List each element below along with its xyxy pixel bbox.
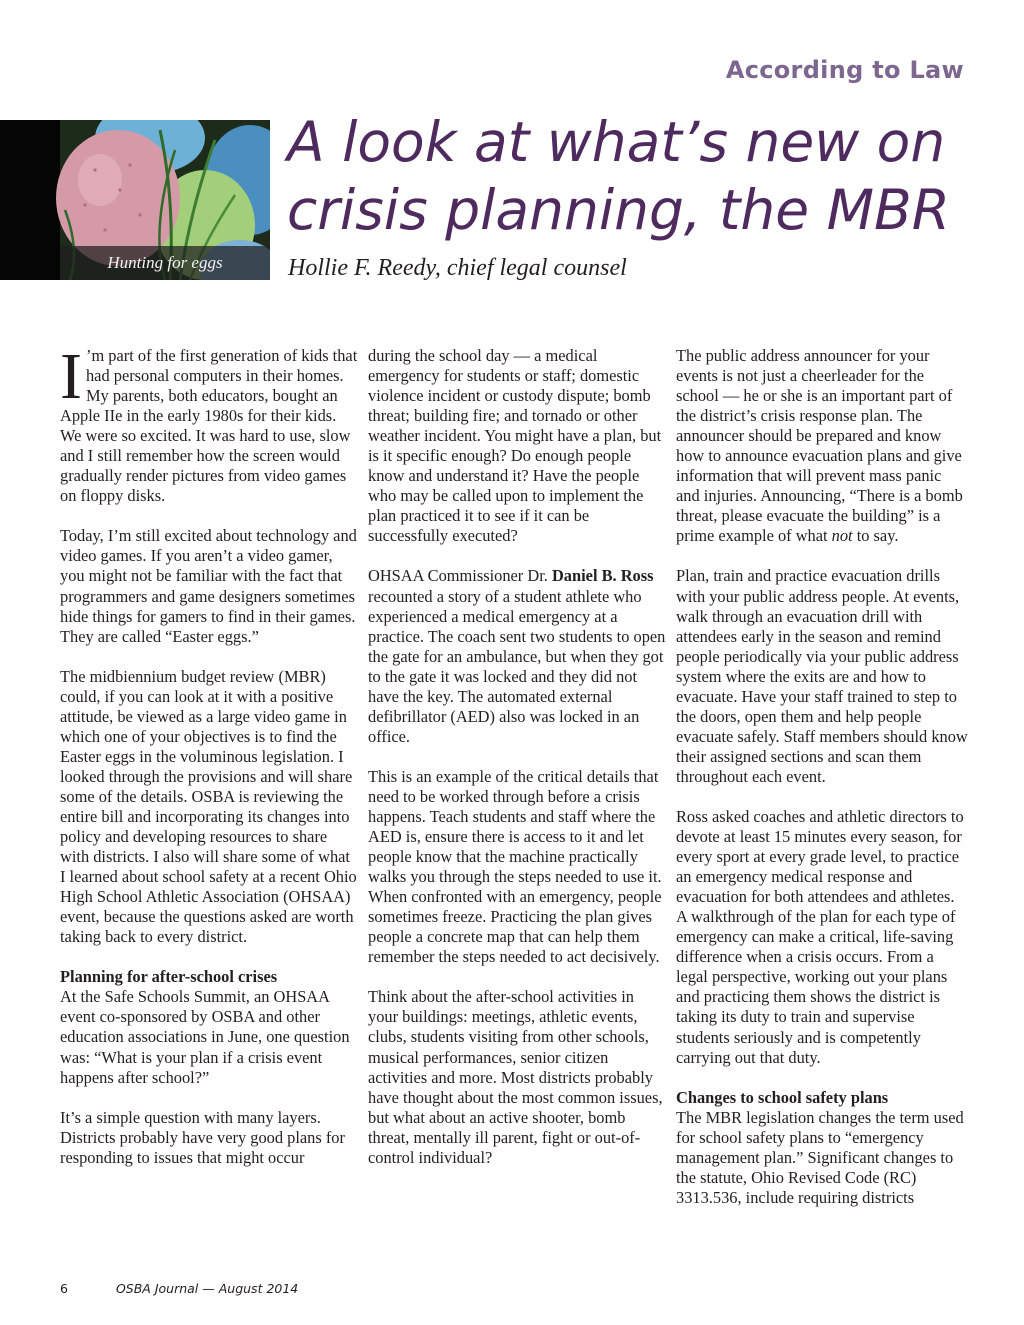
paragraph: Today, I’m still excited about technology and video games. If you aren’t a video gamer, you might not be familiar with the fact that programmers and game designers sometimes hide things for gamers to find in their games. They are called “Easter eggs.” <box>60 526 357 646</box>
column-3 <box>676 346 968 1208</box>
paragraph: At the Safe Schools Summit, an OHSAA event co-sponsored by OSBA and other education associations in June, one question was: “What is your plan if a crisis event happens after school?” <box>60 987 350 1087</box>
paragraph: Ross asked coaches and athletic directors to devote at least 15 minutes every season, for every sport at every grade level, to practice an emergency medical response and evacuation for both attendees and athletes. A walkthrough of the plan for each type of emergency can make a critical, life-saving difference when a crisis occurs. From a legal perspective, working out your plans and practicing them shows the district is taking its duty to train and supervise students seriously and is competently carrying out that duty. <box>676 806 964 1067</box>
paragraph <box>60 340 358 506</box>
paragraph: Plan, train and practice evacuation drills with your public address people. At events, walk through an evacuation drill with attendees early in the season and remind people periodically via your public address system where the exits are and how to evacuate. Have your staff trained to step to the doors, open them and help people evacuate safely. Staff members should know their assigned sections and scan them throughout each event. <box>676 566 968 786</box>
subheading-safety-plans: Changes to school safety plans <box>676 1087 889 1107</box>
byline: Hollie F. Reedy, chief legal counsel <box>288 255 627 281</box>
paragraph-text: to say. <box>852 526 899 546</box>
paragraph: The midbiennium budget review (MBR) could, if you can look at it with a positive attitude, be viewed as a large video game in which one of your objectives is to find the Easter eggs in the voluminous legislation. I looked through the provisions and will share some of the details. OSBA is reviewing the entire bill and incorporating its changes into policy and developing resources to share with districts. I also will share some of what I learned about school safety at a recent Ohio High School Athletic Association (OHSAA) event, because the questions asked are worth taking back to every district. <box>60 666 357 947</box>
photo-caption: Hunting for eggs <box>60 246 270 280</box>
subheading-after-school: Planning for after-school crises <box>60 967 278 987</box>
section-label: According to Law <box>725 56 964 84</box>
emphasis: not <box>831 526 853 546</box>
paragraph <box>676 346 968 546</box>
paragraph: during the school day — a medical emergency for students or staff; domestic violence incident or custody dispute; bomb threat; building fire; and tornado or other weather incident. You might have a plan, but is it specific enough? Do enough people know and understand it? Have the people who may be called upon to implement the plan practiced it to see if it can be successfully executed? <box>368 346 662 546</box>
page-number: 6 <box>60 1281 68 1296</box>
headline-line-2: crisis planning, the MBR <box>287 178 950 242</box>
paragraph: This is an example of the critical details that need to be worked through before a crisis happens. Teach students and staff where the AED is, ensure there is access to it and let people know that the machine practically walks you through the steps needed to use it. When confronted with an emergency, people sometimes freeze. Practicing the plan gives people a concrete map that can help them remember the steps needed to act decisively. <box>368 766 662 967</box>
paragraph: It’s a simple question with many layers. Districts probably have very good plans for responding to issues that might occur <box>60 1107 345 1167</box>
page-footer <box>60 1281 298 1296</box>
person-name: Daniel B. Ross <box>551 566 654 586</box>
paragraph-text: OHSAA Commissioner Dr. <box>368 566 552 586</box>
paragraph-text: ’m part of the first generation of kids that had personal computers in their homes. My parents, both educators, bought an Apple IIe in the early 1980s for their kids. We were so excited. It was hard to use, slow and I still remember how the screen would gradually render pictures from video games on floppy disks. <box>60 346 358 506</box>
column-1 <box>60 340 358 1168</box>
publication-name: OSBA Journal — August 2014 <box>115 1281 299 1296</box>
headline <box>287 108 987 244</box>
paragraph: Think about the after-school activities in your buildings: meetings, athletic events, clubs, students visiting from other schools, musical performances, senior citizen activities and more. Most districts probably have thought about the most common issues, but what about an active shooter, bomb threat, mentally ill parent, fight or out-of-control individual? <box>368 987 663 1167</box>
paragraph-text: recounted a story of a student athlete who experienced a medical emergency at a practice. The coach sent two students to open the gate for an ambulance, but when they got to the gate it was locked and they did not have the key. The automated external defibrillator (AED) also was locked in an office. <box>368 586 666 746</box>
paragraph: The MBR legislation changes the term used for school safety plans to “emergency management plan.” Significant changes to the statute, Ohio Revised Code (RC) 3313.536, include requiring districts <box>676 1107 964 1207</box>
easter-eggs-photo <box>0 120 270 280</box>
paragraph <box>368 566 666 746</box>
column-2 <box>368 346 666 1168</box>
headline-line-1: A look at what’s new on <box>287 110 946 174</box>
drop-cap: I <box>60 340 82 413</box>
paragraph-text: The public address announcer for your events is not just a cheerleader for the school — he or she is an important part of the district’s crisis response plan. The announcer should be prepared and know how to announce evacuation plans and give information that will prevent mass panic and injuries. Announcing, “There is a bomb threat, please evacuate the building” is a prime example of what <box>676 346 963 546</box>
